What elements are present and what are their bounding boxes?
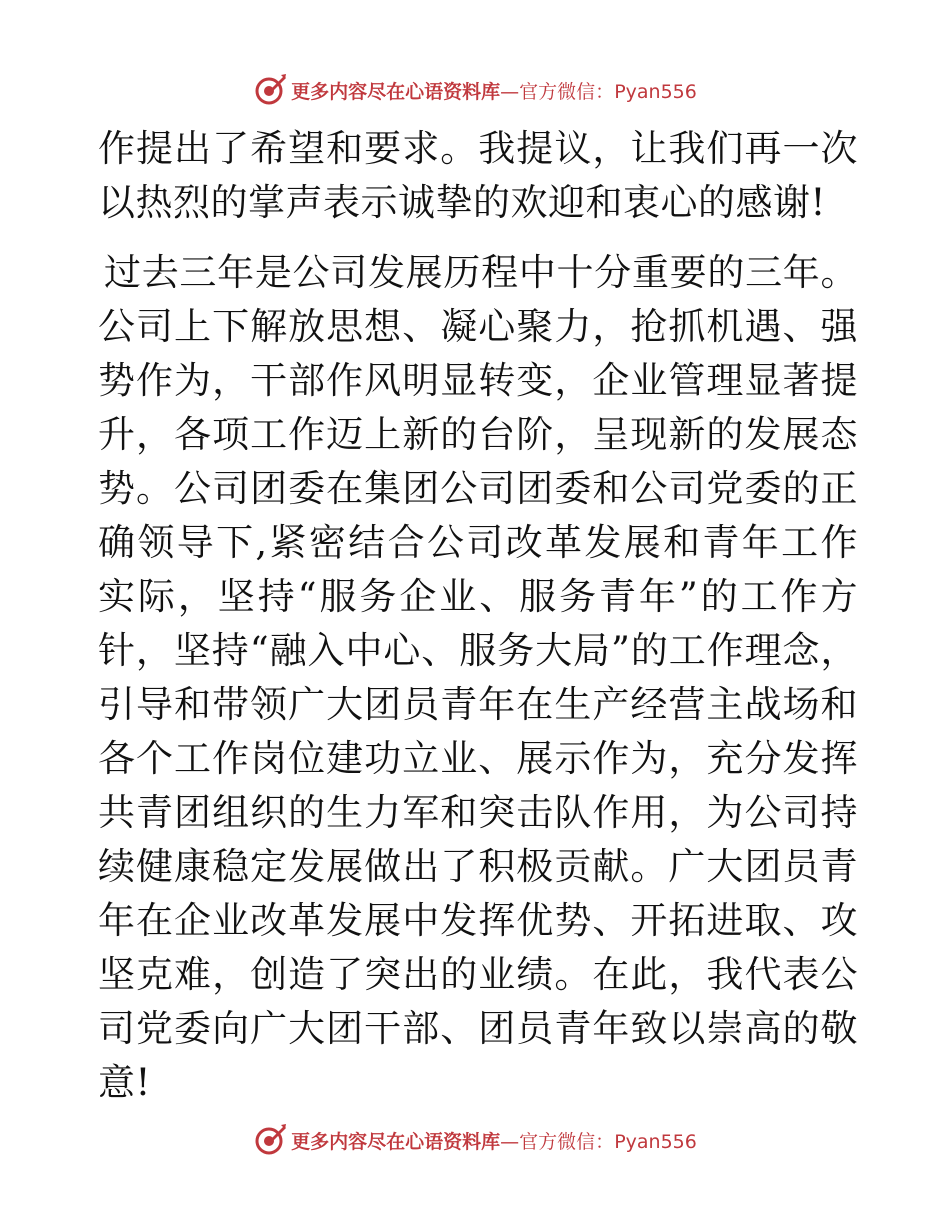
banner-main-text: 更多内容尽在心语资料库 bbox=[291, 80, 501, 103]
banner-wechat-label: 官方微信： bbox=[519, 1130, 615, 1153]
quill-logo-icon bbox=[253, 73, 287, 107]
document-body bbox=[98, 122, 858, 1110]
paragraph-1: 作提出了希望和要求。我提议，让我们再一次以热烈的掌声表示诚挚的欢迎和衷心的感谢! bbox=[98, 127, 858, 224]
quill-logo-icon bbox=[253, 1123, 287, 1157]
banner-wechat-id: Pyan556 bbox=[614, 1130, 697, 1153]
banner-main-text: 更多内容尽在心语资料库 bbox=[291, 1130, 501, 1153]
banner-text bbox=[291, 1127, 697, 1154]
footer-banner bbox=[0, 1120, 950, 1160]
banner-separator: — bbox=[500, 80, 520, 103]
paragraph-2: 过去三年是公司发展历程中十分重要的三年。公司上下解放思想、凝心聚力，抢抓机遇、强势作为，干部作风明显转变，企业管理显著提升，各项工作迈上新的台阶，呈现新的发展态势。公司团委在集团公司团委和公司党委的正确领导下,紧密结合公司改革发展和青年工作实际，坚持“服务企业、服务青年”的工作方针，坚持“融入中心、服务大局”的工作理念，引导和带领广大团员青年在生产经营主战场和各个工作岗位建功立业、展示作为，充分发挥共青团组织的生力军和突击队作用，为公司持续健康稳定发展做出了积极贡献。广大团员青年在企业改革发展中发挥优势、开拓进取、攻坚克难，创造了突出的业绩。在此，我代表公司党委向广大团干部、团员青年致以崇高的敬意! bbox=[98, 251, 858, 1104]
banner-text bbox=[291, 77, 697, 104]
banner-wechat-id: Pyan556 bbox=[614, 80, 697, 103]
banner-wechat-label: 官方微信： bbox=[519, 80, 615, 103]
header-banner bbox=[0, 70, 950, 110]
banner-separator: — bbox=[500, 1130, 520, 1153]
